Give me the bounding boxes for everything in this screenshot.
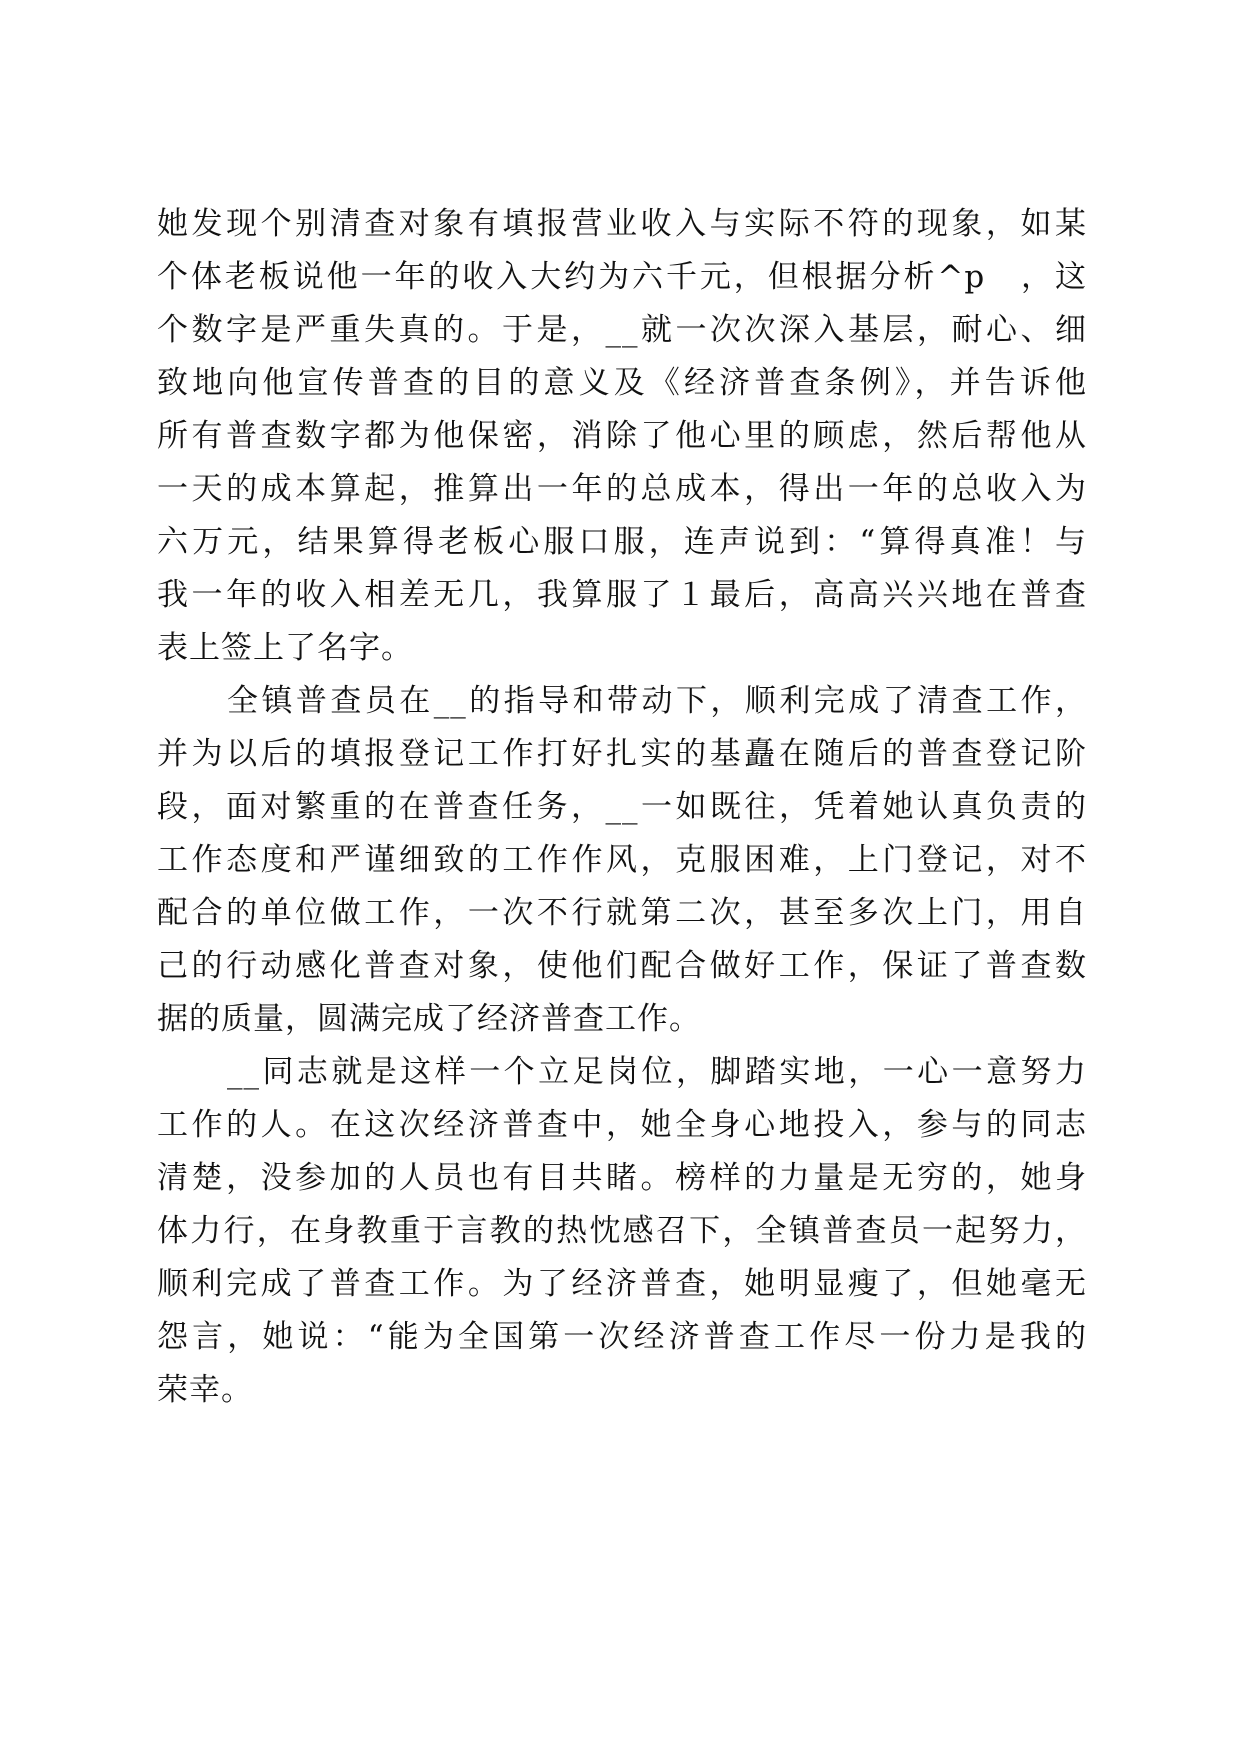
text-line: 表上签上了名字。	[157, 630, 413, 666]
text-line: 工作态度和严谨细致的工作作风，克服困难，上门登记，对不	[157, 842, 1087, 878]
document-body	[157, 198, 1087, 1417]
text-line: 一天的成本算起，推算出一年的总成本，得出一年的总收入为	[157, 471, 1087, 507]
text-line: 段，面对繁重的在普查任务，__一如既往，凭着她认真负责的	[157, 789, 1087, 825]
text-line: 荣幸。	[157, 1372, 253, 1408]
paragraph-first-line: 全镇普查员在__的指导和带动下，顺利完成了清查工作，	[227, 683, 1087, 719]
text-line: 她发现个别清查对象有填报营业收入与实际不符的现象，如某	[157, 206, 1087, 242]
text-line: 我一年的收入相差无几，我算服了１最后，高高兴兴地在普查	[157, 577, 1087, 613]
text-line: 工作的人。在这次经济普查中，她全身心地投入，参与的同志	[157, 1107, 1087, 1143]
text-line: 顺利完成了普查工作。为了经济普查，她明显瘦了，但她毫无	[157, 1266, 1087, 1302]
text-line: 六万元，结果算得老板心服口服，连声说到：“算得真准！与	[157, 524, 1087, 560]
text-line: 己的行动感化普查对象，使他们配合做好工作，保证了普查数	[157, 948, 1087, 984]
text-line: 怨言，她说：“能为全国第一次经济普查工作尽一份力是我的	[157, 1319, 1087, 1355]
text-line: 体力行，在身教重于言教的热忱感召下，全镇普查员一起努力，	[157, 1213, 1087, 1249]
text-line: 个体老板说他一年的收入大约为六千元，但根据分析^p ，这	[157, 259, 1087, 295]
text-line: 清楚，没参加的人员也有目共睹。榜样的力量是无穷的，她身	[157, 1160, 1087, 1196]
text-line: 据的质量，圆满完成了经济普查工作。	[157, 1001, 701, 1037]
paragraph-first-line: __同志就是这样一个立足岗位，脚踏实地，一心一意努力	[227, 1054, 1087, 1090]
text-line: 致地向他宣传普查的目的意义及《经济普查条例》，并告诉他	[157, 365, 1087, 401]
text-line: 并为以后的填报登记工作打好扎实的基矗在随后的普查登记阶	[157, 736, 1087, 772]
text-line: 个数字是严重失真的。于是，__就一次次深入基层，耐心、细	[157, 312, 1087, 348]
text-line: 所有普查数字都为他保密，消除了他心里的顾虑，然后帮他从	[157, 418, 1087, 454]
text-line: 配合的单位做工作，一次不行就第二次，甚至多次上门，用自	[157, 895, 1087, 931]
